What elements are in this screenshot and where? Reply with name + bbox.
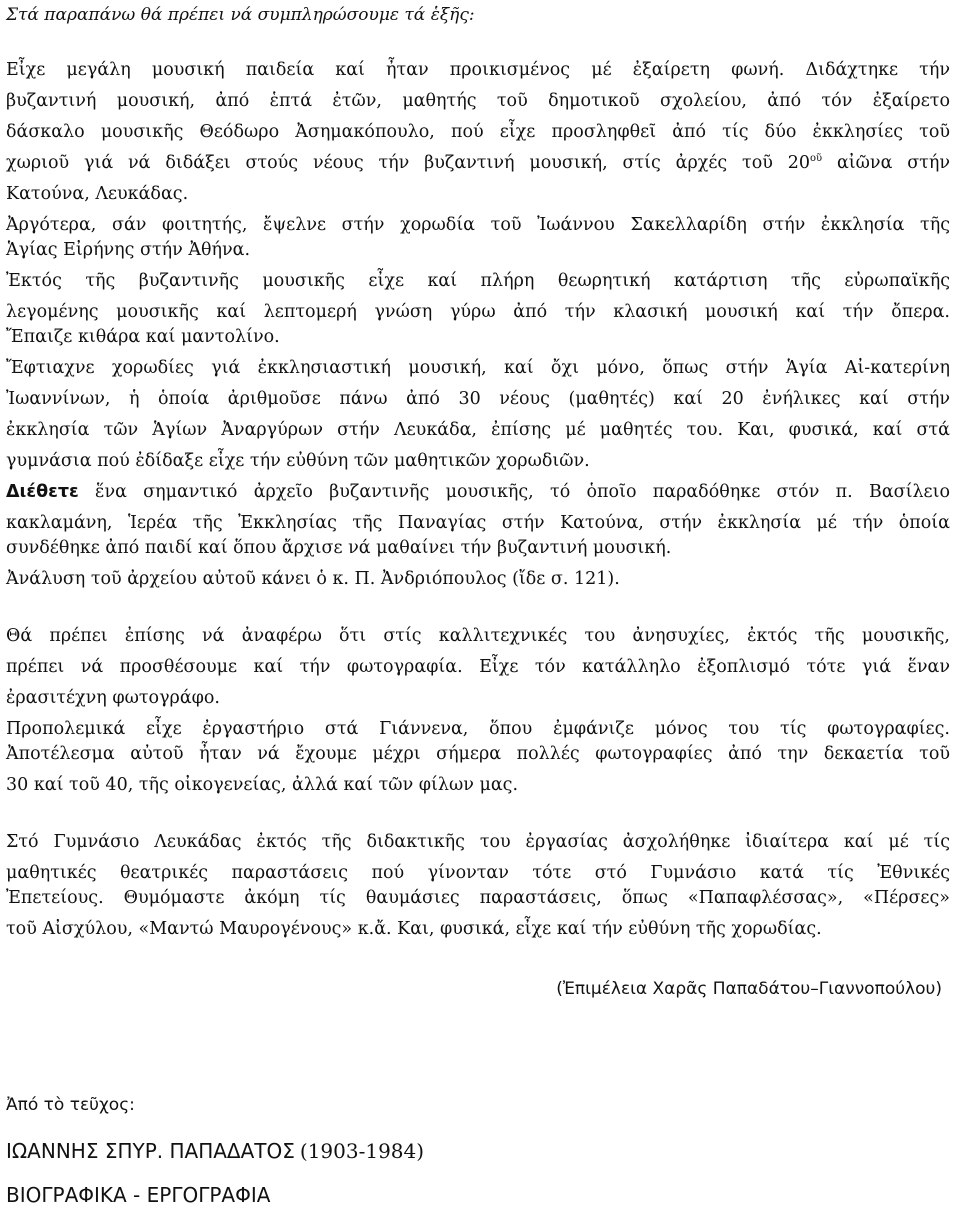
intro-line: Στά παραπάνω θά πρέπει νά συμπληρώσουμε τά ἑξῆς: [6, 5, 475, 25]
p2-line-1: Ἀργότερα, σάν φοιτητής, ἔψελνε στήν χορωδία τοῦ Ἰωάννου Σακελλαρίδη στήν ἐκκλησία τῆς [6, 215, 950, 235]
p1-line-3: δάσκαλο μουσικῆς Θεόδωρο Ἀσημακόπουλο, πού εἶχε προσληφθεῖ ἀπό τίς δύο ἐκκλησίες τοῦ [6, 122, 950, 142]
p2-line-2: Ἁγίας Εἰρήνης στήν Ἀθήνα. [6, 240, 251, 260]
p7-line-3: Ἐπετείους. Θυμόμαστε ἀκόμη τίς θαυμάσιες παραστάσεις, ὅπως «Παπαφλέσσας», «Πέρσες» [6, 888, 950, 908]
p1-line-5: Κατούνα, Λευκάδας. [6, 184, 189, 204]
p1-line-4-end: αἰῶνα στήν [822, 153, 950, 173]
p1-line-1: Εἶχε μεγάλη μουσική παιδεία καί ἦταν προικισμένος μέ ἐξαίρετη φωνή. Διδάχτηκε τήν [6, 60, 950, 80]
p6-line-3: ἐρασιτέχνη φωτογράφο. [6, 688, 220, 708]
book-author: ΙΩΑΝΝΗΣ ΣΠΥΡ. ΠΑΠΑΔΑΤΟΣ [6, 1139, 295, 1163]
p6-line-4: Προπολεμικά εἶχε ἐργαστήριο στά Γιάννενα, ὅπου ἐμφάνιζε μόνος του τίς φωτογραφίες. [6, 719, 950, 739]
p3-line-1: Ἐκτός τῆς βυζαντινῆς μουσικῆς εἶχε καί πλήρη θεωρητική κατάρτιση τῆς εὐρωπαϊκῆς [6, 271, 950, 291]
book-years: (1903-1984) [299, 1139, 425, 1163]
p5-line-3: συνδέθηκε ἀπό παιδί καί ὅπου ἄρχισε νά μαθαίνει τήν βυζαντινή μουσική. [6, 538, 672, 558]
p5-bold-word: Διέθετε [6, 482, 79, 502]
p4-line-4: γυμνάσια πού ἐδίδαξε εἶχε τήν εὐθύνη τῶν μαθητικῶν χορωδιῶν. [6, 451, 590, 471]
p5-line-1-text: ἕνα σημαντικό ἀρχεῖο βυζαντινῆς μουσικῆς, τό ὁποῖο παραδόθηκε στόν π. Βασίλειο [78, 482, 950, 502]
p4-line-1: Ἔφτιαχνε χορωδίες γιά ἐκκλησιαστική μουσική, καί ὄχι μόνο, ὅπως στήν Ἁγία Αἰ-κατερίνη [6, 358, 950, 378]
book-title [6, 1137, 424, 1166]
p6-line-5: Ἀποτέλεσμα αὐτοῦ ἦταν νά ἔχουμε μέχρι σήμερα πολλές φωτογραφίες ἀπό την δεκαετία τοῦ [6, 744, 950, 764]
p5-line-1 [6, 479, 950, 505]
p3-line-2: λεγομένης μουσικῆς καί λεπτομερή γνώση γύρω ἀπό τήν κλασική μουσική καί τήν ὄπερα. [6, 302, 950, 322]
p1-line-4 [6, 150, 950, 176]
p7-line-1: Στό Γυμνάσιο Λευκάδας ἐκτός τῆς διδακτικῆς του ἐργασίας ἀσχολήθηκε ἰδιαίτερα καί μέ τίς [6, 832, 950, 852]
p4-line-3: ἐκκλησία τῶν Ἁγίων Ἀναργύρων στήν Λευκάδα, ἐπίσης μέ μαθητές του. Και, φυσικά, καί στά [6, 420, 950, 440]
editor-credit: (Ἐπιμέλεια Χαρᾶς Παπαδάτου–Γιαννοπούλου) [556, 979, 942, 999]
p5-line-4: Ἀνάλυση τοῦ ἀρχείου αὐτοῦ κάνει ὁ κ. Π. Ἀνδριόπουλος (ἴδε σ. 121). [6, 569, 620, 589]
ordinal-superscript: οῦ [810, 153, 823, 165]
p5-line-2: κακλαμάνη, Ἱερέα τῆς Ἐκκλησίας τῆς Παναγίας στήν Κατούνα, στήν ἐκκλησία μέ τήν ὁποία [6, 513, 950, 533]
p1-line-4-text: χωριοῦ γιά νά διδάξει στούς νέους τήν βυζαντινή μουσική, στίς ἀρχές τοῦ 20 [6, 153, 811, 173]
p7-line-4: τοῦ Αἰσχύλου, «Μαντώ Μαυρογένους» κ.ἄ. Και, φυσικά, εἶχε καί τήν εὐθύνη τῆς χορωδίας. [6, 919, 822, 939]
p3-line-3: Ἔπαιζε κιθάρα καί μαντολίνο. [6, 327, 280, 347]
source-label: Ἀπό τὸ τεῦχος: [6, 1095, 135, 1115]
p6-line-1: Θά πρέπει ἐπίσης νά ἀναφέρω ὅτι στίς καλλιτεχνικές του ἀνησυχίες, ἐκτός τῆς μουσικῆς, [6, 626, 950, 646]
p1-line-2: βυζαντινή μουσική, ἀπό ἑπτά ἐτῶν, μαθητής τοῦ δημοτικοῦ σχολείου, ἀπό τόν ἐξαίρετο [6, 91, 950, 111]
p6-line-6: 30 καί τοῦ 40, τῆς οἰκογενείας, ἀλλά καί τῶν φίλων μας. [6, 775, 519, 795]
p4-line-2: Ἰωαννίνων, ἡ ὁποία ἀριθμοῦσε πάνω ἀπό 30 νέους (μαθητές) καί 20 ἐνήλικες καί στήν [6, 389, 950, 409]
p6-line-2: πρέπει νά προσθέσουμε καί τήν φωτογραφία. Εἶχε τόν κατάλληλο ἐξοπλισμό τότε γιά ἕναν [6, 657, 950, 677]
p7-line-2: μαθητικές θεατρικές παραστάσεις πού γίνονταν τότε στό Γυμνάσιο κατά τίς Ἐθνικές [6, 863, 950, 883]
book-subtitle: ΒΙΟΓΡΑΦΙΚΑ - ΕΡΓΟΓΡΑΦΙΑ [6, 1183, 271, 1207]
